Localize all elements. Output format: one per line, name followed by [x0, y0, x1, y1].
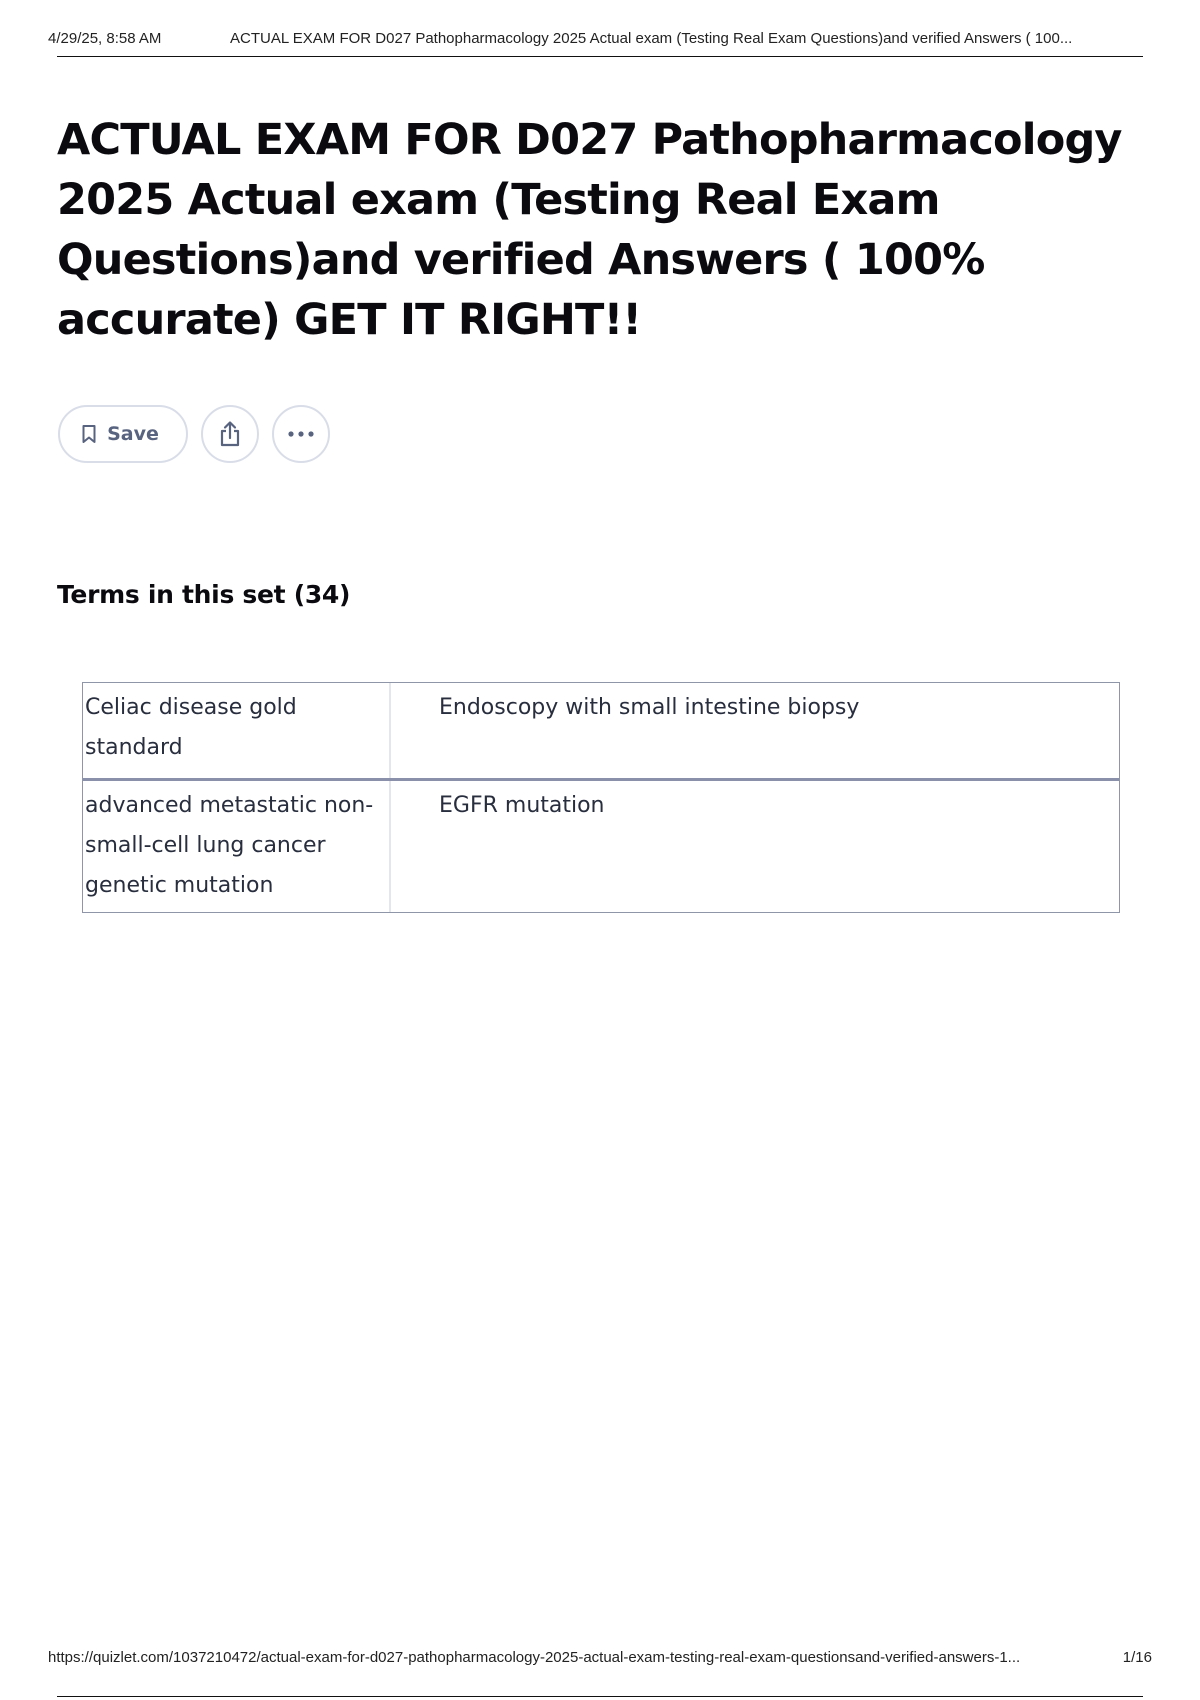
- print-date: 4/29/25, 8:58 AM: [48, 30, 162, 47]
- term-text: advanced metastatic non-small-cell lung cancer genetic mutation: [83, 781, 391, 912]
- page-title: ACTUAL EXAM FOR D027 Pathopharmacology 2025 Actual exam (Testing Real Exam Questions)and verified Answers ( 100% accurate) GET IT RIGHT!!: [57, 115, 1122, 345]
- print-url: https://quizlet.com/1037210472/actual-exam-for-d027-pathopharmacology-2025-actual-exam-testing-real-exam-questionsand-verified-answers-1...: [48, 1649, 1021, 1666]
- more-horizontal-icon: [287, 430, 315, 438]
- terms-table: [82, 682, 1120, 913]
- terms-heading: Terms in this set (34): [57, 580, 351, 609]
- term-row: [83, 683, 1119, 778]
- definition-text: Endoscopy with small intestine biopsy: [439, 695, 860, 720]
- save-button-label: Save: [107, 423, 159, 445]
- share-icon: [217, 420, 243, 448]
- definition-text: EGFR mutation: [439, 793, 605, 818]
- bookmark-icon: [81, 424, 97, 444]
- page-number: 1/16: [1122, 1649, 1152, 1666]
- save-button[interactable]: [58, 405, 188, 463]
- term-row: [83, 778, 1119, 912]
- more-options-button[interactable]: [272, 405, 330, 463]
- action-bar: [58, 405, 330, 463]
- header-divider: [57, 56, 1143, 57]
- print-header: [48, 30, 1142, 47]
- footer-divider: [57, 1696, 1143, 1697]
- share-button[interactable]: [201, 405, 259, 463]
- term-text: Celiac disease gold standard: [83, 683, 391, 778]
- print-footer: [48, 1649, 1152, 1666]
- print-title: ACTUAL EXAM FOR D027 Pathopharmacology 2025 Actual exam (Testing Real Exam Questions)and verified Answers ( 100...: [230, 30, 1073, 47]
